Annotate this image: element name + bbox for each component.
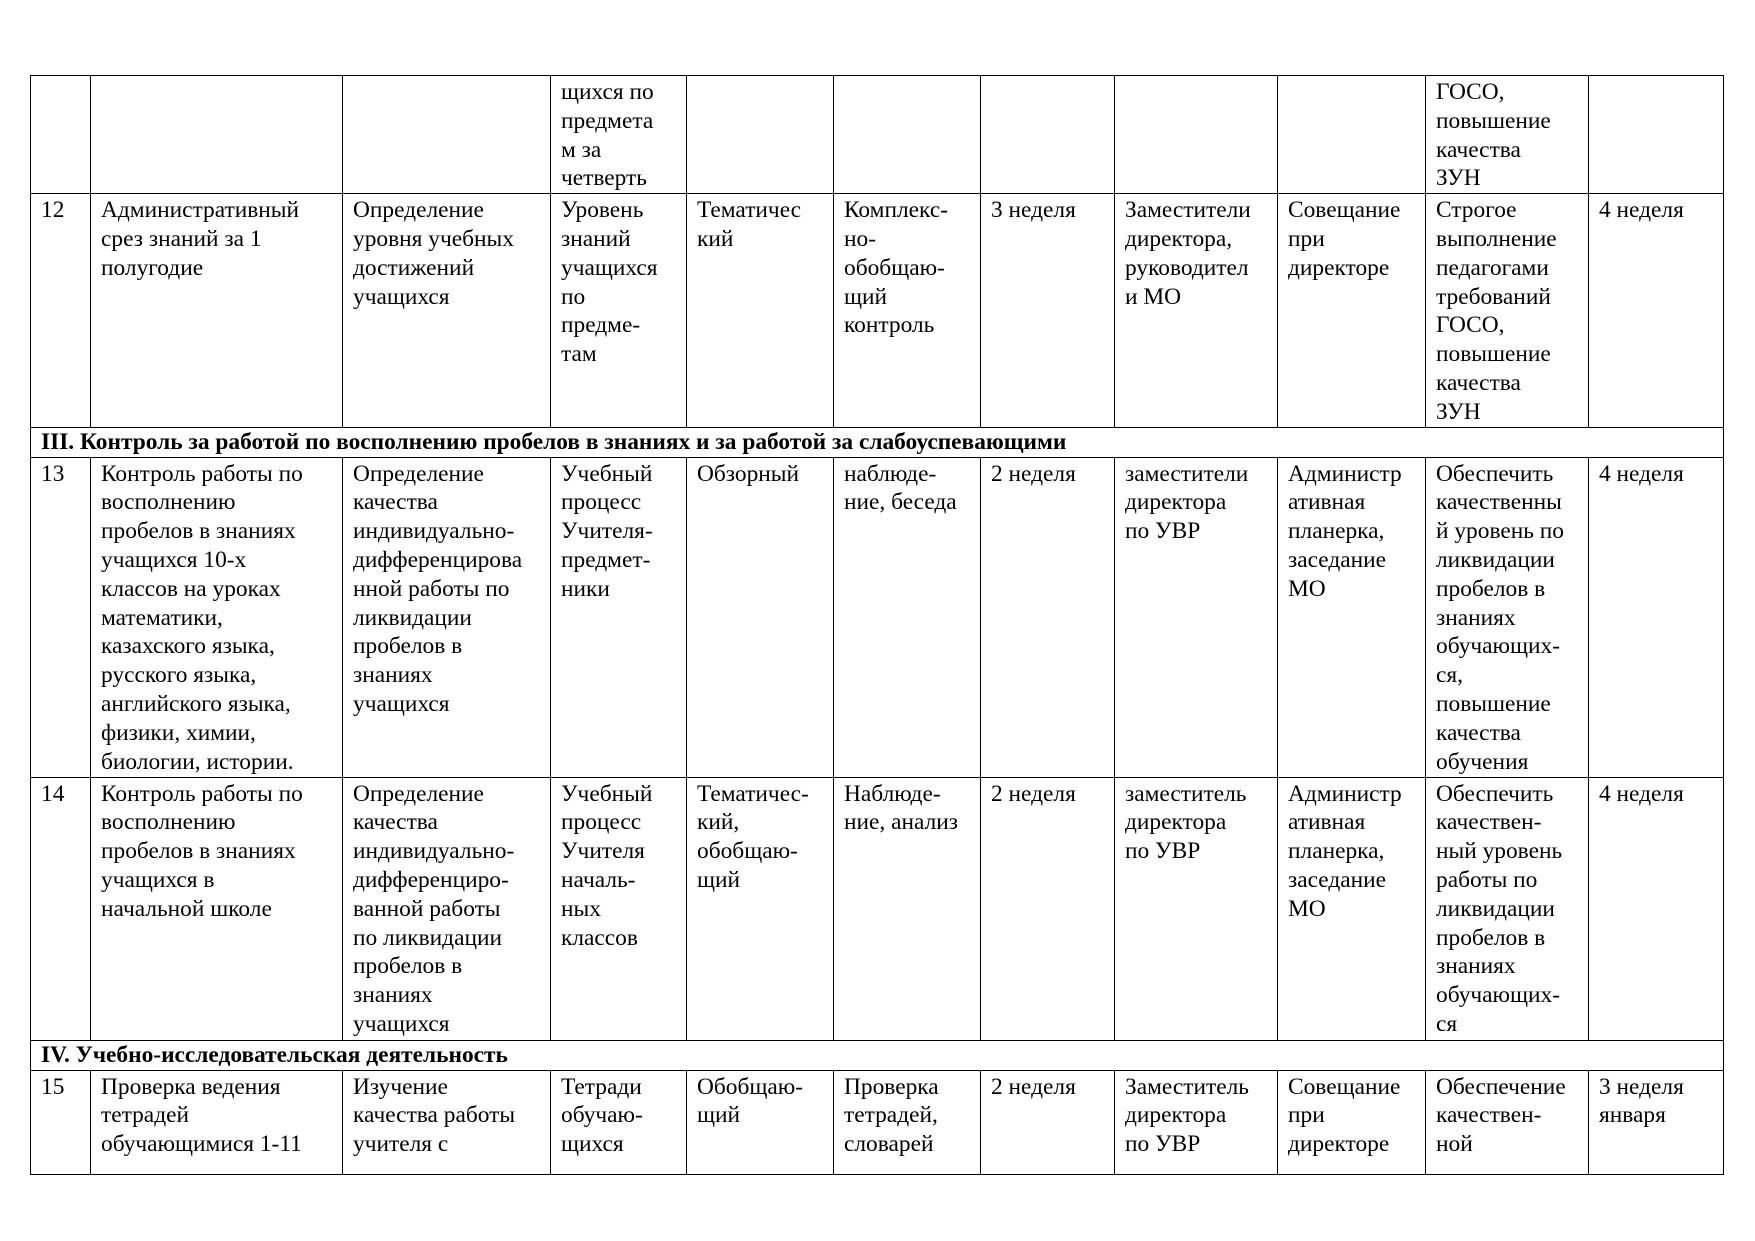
cell-text-line: тетрадей, [844, 1102, 938, 1129]
cell-text-line: английского языка, [101, 690, 291, 717]
document-page [30, 75, 1723, 1175]
cell-text-line: пробелов в [353, 633, 463, 660]
cell-text-line: достижений [353, 254, 475, 281]
cell-text-line: четверть [561, 165, 647, 192]
cell-text-line: процесс [561, 489, 642, 516]
expected-result-cell [1426, 457, 1589, 777]
cell-text-line: января [1599, 1102, 1666, 1129]
cell-text-line: словарей [844, 1131, 934, 1158]
cell-text-line: Обзорный [697, 460, 800, 487]
cell-text-line: обучаю- [561, 1102, 643, 1129]
cell-text-line: контроль [844, 312, 935, 339]
review-date-cell [1589, 457, 1724, 777]
cell-text-line: ГОСО, [1436, 79, 1505, 105]
cell-text-line: 15 [41, 1073, 65, 1100]
cell-text-line: Определение [353, 780, 484, 807]
summary-venue-cell [1278, 1070, 1426, 1174]
cell-text-line: планерка, [1288, 518, 1385, 545]
deadline-cell [981, 1070, 1115, 1174]
summary-venue-cell [1278, 777, 1426, 1040]
table-row [31, 1070, 1724, 1174]
expected-result-cell [1426, 76, 1589, 194]
cell-text-line: обучения [1436, 748, 1529, 775]
cell-text-line: Контроль работы по [101, 460, 303, 487]
cell-text-line: ликвидации [353, 604, 472, 631]
cell-text-line: знаниях [353, 982, 433, 1009]
cell-text-line: ный уровень [1436, 838, 1563, 865]
cell-text-line: Обобщаю- [697, 1073, 804, 1100]
cell-text-line: учащихся [353, 1010, 450, 1037]
cell-text-line: 14 [41, 780, 65, 807]
cell-text-line: повышение [1436, 690, 1551, 717]
cell-text-line: индивидуально- [353, 518, 515, 545]
cell-text-line: ных [561, 895, 601, 922]
control-object-cell [551, 1070, 687, 1174]
cell-text-line: 13 [41, 460, 65, 487]
cell-text-line: 4 неделя [1599, 197, 1684, 224]
row-number-cell [31, 1070, 91, 1174]
cell-text-line: процесс [561, 809, 642, 836]
cell-text-line: математики, [101, 604, 223, 631]
control-goal-cell [343, 76, 551, 194]
cell-text-line: повышение [1436, 341, 1551, 368]
cell-text-line: обобщаю- [697, 838, 798, 865]
table-row [31, 194, 1724, 427]
cell-text-line: по [561, 283, 586, 310]
cell-text-line: Учебный [561, 780, 653, 807]
cell-text-line: при [1288, 225, 1325, 252]
control-plan-table [30, 75, 1724, 1175]
cell-text-line: Учителя- [561, 518, 653, 545]
cell-text-line: предмета [561, 107, 654, 134]
summary-venue-cell [1278, 457, 1426, 777]
cell-text-line: качества [353, 489, 438, 516]
deadline-cell [981, 194, 1115, 427]
cell-text-line: пробелов в [1436, 575, 1546, 602]
summary-venue-cell [1278, 194, 1426, 427]
control-method-cell [834, 194, 981, 427]
review-date-cell [1589, 76, 1724, 194]
cell-text-line: 2 неделя [991, 460, 1076, 487]
cell-text-line: учащихся [561, 254, 658, 281]
cell-text-line: Учебный [561, 460, 653, 487]
cell-text-line: Контроль работы по [101, 780, 303, 807]
cell-text-line: Комплекс- [844, 197, 949, 224]
control-type-cell [687, 194, 834, 427]
cell-text-line: качественны [1436, 489, 1562, 516]
control-method-cell [834, 76, 981, 194]
cell-text-line: по ликвидации [353, 924, 503, 951]
cell-text-line: качества [1436, 369, 1521, 396]
cell-text-line: 3 неделя [1599, 1073, 1684, 1100]
deadline-cell [981, 76, 1115, 194]
responsible-cell [1115, 1070, 1278, 1174]
review-date-cell [1589, 777, 1724, 1040]
cell-text-line: восполнению [101, 489, 236, 516]
table-row [31, 457, 1724, 777]
cell-text-line: Проверка [844, 1073, 939, 1100]
cell-text-line: директоре [1288, 254, 1390, 281]
cell-text-line: 2 неделя [991, 780, 1076, 807]
cell-text-line: учащихся в [101, 866, 215, 893]
cell-text-line: Определение [353, 460, 484, 487]
cell-text-line: Обеспечение [1436, 1073, 1566, 1100]
cell-text-line: ной [1436, 1131, 1473, 1158]
cell-text-line: знаниях [1436, 604, 1516, 631]
cell-text-line: биологии, истории. [101, 748, 294, 775]
cell-text-line: по УВР [1125, 838, 1201, 865]
cell-text-line: руководител [1125, 254, 1249, 281]
cell-text-line: Заместитель [1125, 1073, 1249, 1100]
control-content-cell [91, 194, 343, 427]
cell-text-line: Учителя [561, 838, 645, 865]
cell-text-line: пробелов в [353, 953, 463, 980]
table-row [31, 777, 1724, 1040]
row-number-cell [31, 777, 91, 1040]
responsible-cell [1115, 457, 1278, 777]
section-title: III. Контроль за работой по восполнению пробелов в знаниях и за работой за слабоуспевающими [31, 427, 1724, 457]
control-goal-cell [343, 194, 551, 427]
cell-text-line: МО [1288, 895, 1326, 922]
control-type-cell [687, 777, 834, 1040]
cell-text-line: щихся по [561, 79, 654, 105]
cell-text-line: Административный [101, 197, 300, 224]
cell-text-line: пробелов в [1436, 924, 1546, 951]
cell-text-line: по УВР [1125, 1131, 1201, 1158]
cell-text-line: 12 [41, 197, 65, 224]
cell-text-line: повышение [1436, 107, 1551, 134]
cell-text-line: качества работы [353, 1102, 516, 1129]
cell-text-line: щий [697, 1102, 741, 1129]
control-type-cell [687, 457, 834, 777]
cell-text-line: ники [561, 575, 610, 602]
cell-text-line: обучающимися 1-11 [101, 1131, 302, 1158]
control-type-cell [687, 1070, 834, 1174]
control-type-cell [687, 76, 834, 194]
cell-text-line: знаний [561, 225, 631, 252]
cell-text-line: началь- [561, 866, 636, 893]
cell-text-line: пробелов в знаниях [101, 838, 296, 865]
control-object-cell [551, 76, 687, 194]
cell-text-line: срез знаний за 1 [101, 225, 262, 252]
cell-text-line: качества [1436, 719, 1521, 746]
row-number-cell [31, 457, 91, 777]
cell-text-line: при [1288, 1102, 1325, 1129]
cell-text-line: знаниях [353, 662, 433, 689]
control-content-cell [91, 1070, 343, 1174]
cell-text-line: ванной работы [353, 895, 501, 922]
cell-text-line: предме- [561, 312, 641, 339]
control-method-cell [834, 457, 981, 777]
cell-text-line: Тетради [561, 1073, 642, 1100]
control-goal-cell [343, 1070, 551, 1174]
cell-text-line: восполнению [101, 809, 236, 836]
cell-text-line: директора, [1125, 225, 1233, 252]
cell-text-line: директоре [1288, 1131, 1390, 1158]
table-row [31, 76, 1724, 194]
cell-text-line: Совещание [1288, 197, 1401, 224]
cell-text-line: ЗУН [1436, 398, 1481, 425]
responsible-cell [1115, 76, 1278, 194]
cell-text-line: Совещание [1288, 1073, 1401, 1100]
cell-text-line: пробелов в знаниях [101, 518, 296, 545]
cell-text-line: Обеспечить [1436, 460, 1554, 487]
cell-text-line: русского языка, [101, 662, 257, 689]
row-number-cell [31, 194, 91, 427]
cell-text-line: но- [844, 225, 877, 252]
cell-text-line: физики, химии, [101, 719, 256, 746]
cell-text-line: ативная [1288, 809, 1366, 836]
cell-text-line: качества [353, 809, 438, 836]
cell-text-line: заседание [1288, 546, 1387, 573]
cell-text-line: директора [1125, 1102, 1227, 1129]
section-title: IV. Учебно-исследовательская деятельность [31, 1040, 1724, 1070]
cell-text-line: кий, [697, 809, 740, 836]
control-content-cell [91, 777, 343, 1040]
cell-text-line: уровня учебных [353, 225, 514, 252]
cell-text-line: м за [561, 136, 602, 163]
cell-text-line: полугодие [101, 254, 204, 281]
cell-text-line: наблюде- [844, 460, 937, 487]
cell-text-line: учителя с [353, 1131, 449, 1158]
cell-text-line: 4 неделя [1599, 780, 1684, 807]
cell-text-line: Обеспечить [1436, 780, 1554, 807]
review-date-cell [1589, 194, 1724, 427]
cell-text-line: заместитель [1125, 780, 1247, 807]
control-method-cell [834, 1070, 981, 1174]
review-date-cell [1589, 1070, 1724, 1174]
expected-result-cell [1426, 1070, 1589, 1174]
control-goal-cell [343, 777, 551, 1040]
cell-text-line: казахского языка, [101, 633, 275, 660]
cell-text-line: и МО [1125, 283, 1182, 310]
cell-text-line: работы по [1436, 866, 1538, 893]
cell-text-line: Определение [353, 197, 484, 224]
cell-text-line: ся, [1436, 662, 1463, 689]
cell-text-line: обобщаю- [844, 254, 945, 281]
cell-text-line: заседание [1288, 866, 1387, 893]
cell-text-line: ние, анализ [844, 809, 959, 836]
cell-text-line: Проверка ведения [101, 1073, 281, 1100]
control-goal-cell [343, 457, 551, 777]
cell-text-line: 3 неделя [991, 197, 1076, 224]
cell-text-line: качествен- [1436, 809, 1542, 836]
cell-text-line: й уровень по [1436, 518, 1564, 545]
cell-text-line: начальной школе [101, 895, 272, 922]
cell-text-line: щий [697, 866, 741, 893]
cell-text-line: там [561, 341, 597, 368]
section-header-row [31, 1040, 1724, 1070]
cell-text-line: Администр [1288, 780, 1402, 807]
control-content-cell [91, 457, 343, 777]
cell-text-line: индивидуально- [353, 838, 515, 865]
cell-text-line: планерка, [1288, 838, 1385, 865]
cell-text-line: классов [561, 924, 638, 951]
cell-text-line: ние, беседа [844, 489, 957, 516]
expected-result-cell [1426, 777, 1589, 1040]
cell-text-line: ЗУН [1436, 165, 1481, 192]
cell-text-line: Строгое [1436, 197, 1517, 224]
cell-text-line: учащихся 10-х [101, 546, 247, 573]
cell-text-line: МО [1288, 575, 1326, 602]
cell-text-line: кий [697, 225, 734, 252]
section-header-row [31, 427, 1724, 457]
cell-text-line: дифференцирова [353, 546, 523, 573]
cell-text-line: ативная [1288, 489, 1366, 516]
control-content-cell [91, 76, 343, 194]
cell-text-line: 2 неделя [991, 1073, 1076, 1100]
cell-text-line: Администр [1288, 460, 1402, 487]
cell-text-line: дифференциро- [353, 866, 509, 893]
expected-result-cell [1426, 194, 1589, 427]
cell-text-line: педагогами [1436, 254, 1549, 281]
summary-venue-cell [1278, 76, 1426, 194]
cell-text-line: Изучение [353, 1073, 448, 1100]
cell-text-line: Заместители [1125, 197, 1251, 224]
cell-text-line: Тематичес [697, 197, 802, 224]
cell-text-line: заместители [1125, 460, 1249, 487]
cell-text-line: 4 неделя [1599, 460, 1684, 487]
cell-text-line: выполнение [1436, 225, 1557, 252]
cell-text-line: учащихся [353, 283, 450, 310]
cell-text-line: Наблюде- [844, 780, 941, 807]
cell-text-line: директора [1125, 489, 1227, 516]
deadline-cell [981, 457, 1115, 777]
cell-text-line: качества [1436, 136, 1521, 163]
cell-text-line: Уровень [561, 197, 644, 224]
cell-text-line: ГОСО, [1436, 312, 1505, 339]
control-object-cell [551, 457, 687, 777]
cell-text-line: ликвидации [1436, 546, 1555, 573]
cell-text-line: обучающих- [1436, 982, 1561, 1009]
cell-text-line: нной работы по [353, 575, 510, 602]
control-object-cell [551, 777, 687, 1040]
cell-text-line: качествен- [1436, 1102, 1542, 1129]
row-number-cell [31, 76, 91, 194]
cell-text-line: тетрадей [101, 1102, 189, 1129]
cell-text-line: Тематичес- [697, 780, 809, 807]
cell-text-line: щихся [561, 1131, 624, 1158]
cell-text-line: щий [844, 283, 888, 310]
cell-text-line: ся [1436, 1010, 1458, 1037]
cell-text-line: ликвидации [1436, 895, 1555, 922]
cell-text-line: учащихся [353, 690, 450, 717]
cell-text-line: обучающих- [1436, 633, 1561, 660]
cell-text-line: по УВР [1125, 518, 1201, 545]
cell-text-line: директора [1125, 809, 1227, 836]
cell-text-line: знаниях [1436, 953, 1516, 980]
control-method-cell [834, 777, 981, 1040]
responsible-cell [1115, 194, 1278, 427]
cell-text-line: предмет- [561, 546, 651, 573]
control-object-cell [551, 194, 687, 427]
deadline-cell [981, 777, 1115, 1040]
responsible-cell [1115, 777, 1278, 1040]
cell-text-line: требований [1436, 283, 1551, 310]
cell-text-line: классов на уроках [101, 575, 281, 602]
